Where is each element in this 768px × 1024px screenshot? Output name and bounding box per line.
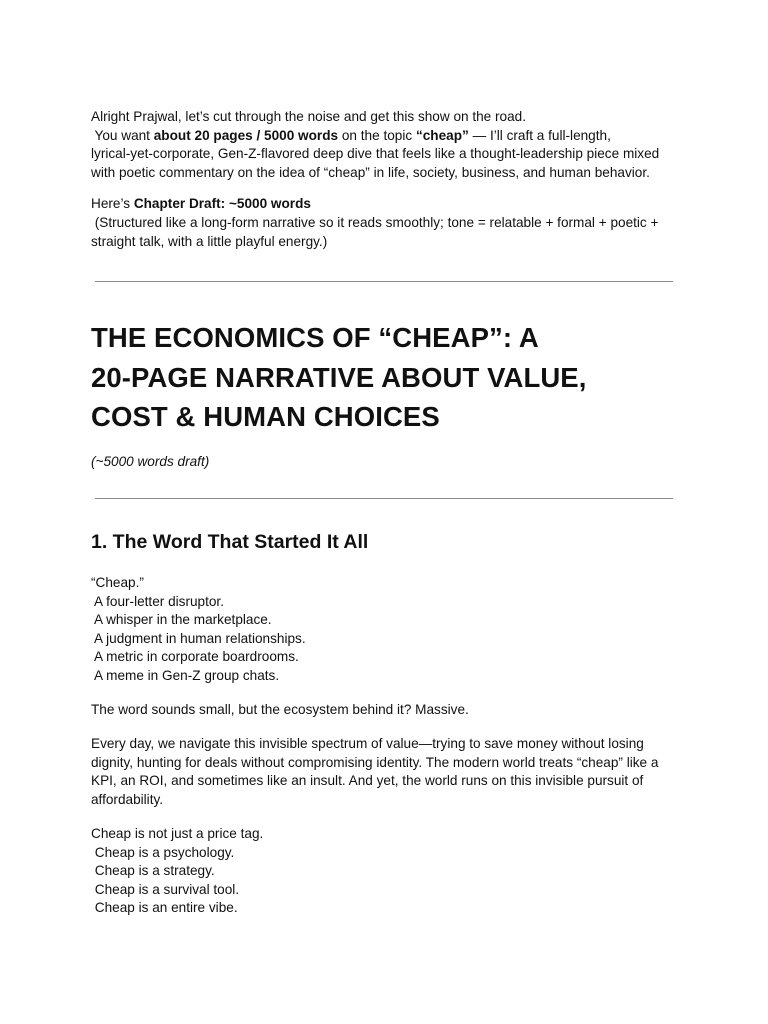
list-item: “Cheap.”	[91, 575, 144, 590]
title-line: THE ECONOMICS OF “CHEAP”: A	[91, 322, 539, 353]
list-item: Cheap is not just a price tag.	[91, 826, 264, 842]
paragraph-line: The word sounds small, but the ecosystem behind it? Massive.	[91, 702, 469, 718]
intro-text: Here’s	[91, 196, 134, 212]
paragraph-line: KPI, an ROI, and sometimes like an insult. And yet, the world runs on this invisible pursuit of	[91, 773, 644, 789]
intro-text: You want	[91, 127, 154, 143]
intro-bold-length: about 20 pages / 5000 words	[153, 127, 339, 143]
intro-line	[91, 127, 691, 146]
section-body	[91, 574, 691, 934]
intro-line: Alright Prajwal, let’s cut through the noise and get this show on the road.	[91, 109, 527, 124]
list-item: Cheap is a strategy.	[91, 863, 215, 879]
intro-line: (Structured like a long-form narrative so it reads smoothly; tone = relatable + formal + poetic +	[91, 214, 659, 230]
intro-text: — I’ll craft a full-length,	[468, 127, 611, 143]
list-item: A whisper in the marketplace.	[91, 612, 272, 628]
list-block	[91, 574, 691, 686]
intro-bold-topic: “cheap”	[415, 127, 469, 143]
title-line: COST & HUMAN CHOICES	[91, 401, 440, 432]
list-item: Cheap is an entire vibe.	[91, 900, 238, 916]
list-block	[91, 825, 691, 918]
body-paragraph	[91, 735, 691, 809]
chapter-note-paragraph	[91, 195, 691, 251]
list-item: A judgment in human relationships.	[91, 630, 306, 646]
list-item: Cheap is a survival tool.	[91, 881, 240, 897]
title-line: 20-PAGE NARRATIVE ABOUT VALUE,	[91, 361, 587, 393]
intro-text: on the topic	[338, 127, 416, 143]
intro-line: with poetic commentary on the idea of “cheap” in life, society, business, and human behavior.	[91, 164, 650, 180]
page-subtitle: (~5000 words draft)	[91, 454, 210, 469]
intro-line: straight talk, with a little playful energy.)	[91, 233, 328, 249]
list-item: Cheap is a psychology.	[91, 844, 235, 860]
page-title	[91, 318, 691, 437]
paragraph-line: dignity, hunting for deals without compromising identity. The modern world treats “cheap” like a	[91, 754, 659, 770]
intro-paragraph	[91, 108, 691, 182]
list-item: A four-letter disruptor.	[91, 593, 224, 609]
list-item: A metric in corporate boardrooms.	[91, 649, 299, 665]
paragraph-line: Every day, we navigate this invisible spectrum of value—trying to save money without losing	[91, 736, 644, 752]
divider	[95, 498, 673, 499]
list-item: A meme in Gen-Z group chats.	[91, 667, 280, 683]
divider	[95, 281, 673, 282]
paragraph-line: affordability.	[91, 791, 164, 807]
section-heading: 1. The Word That Started It All	[91, 531, 369, 553]
intro-section	[91, 108, 691, 264]
intro-line	[91, 195, 691, 214]
chapter-draft-label: Chapter Draft: ~5000 words	[133, 196, 311, 212]
body-paragraph	[91, 701, 691, 720]
intro-line: lyrical-yet-corporate, Gen-Z-flavored deep dive that feels like a thought-leadership piece mixed	[91, 146, 660, 162]
